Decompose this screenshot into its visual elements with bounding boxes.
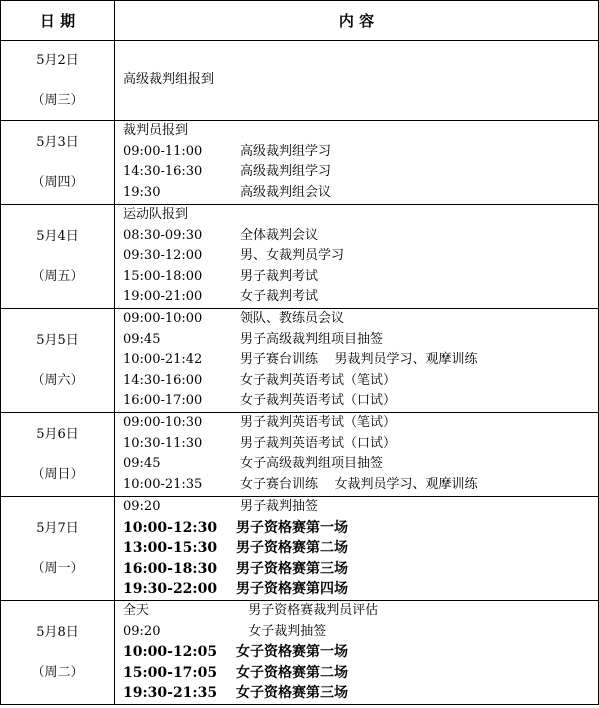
event-time: 09:20 <box>123 499 161 514</box>
schedule-line <box>123 663 598 684</box>
event-time: 09:00-10:30 <box>123 415 203 430</box>
event-time: 裁判员报到 <box>123 123 189 138</box>
day-weekday: （周五） <box>31 268 84 284</box>
event-text: 男子高级裁判组项目抽签 <box>240 331 384 347</box>
day-row <box>1 309 599 413</box>
event-time: 16:00-17:00 <box>123 393 203 409</box>
schedule-line <box>123 601 598 622</box>
schedule-line <box>123 475 598 496</box>
schedule-line <box>123 287 598 308</box>
date-spacer <box>1 351 114 371</box>
schedule-line <box>123 391 598 412</box>
event-text: 领队、教练员会议 <box>240 311 345 326</box>
event-time: 运动队报到 <box>123 207 189 222</box>
event-time: 13:00-15:30 <box>123 540 218 557</box>
event-text: 男子裁判抽签 <box>240 499 319 514</box>
schedule-line <box>123 350 598 371</box>
event-time: 08:30-09:30 <box>123 227 203 243</box>
schedule-line <box>123 162 598 183</box>
event-text: 高级裁判组会议 <box>240 184 332 200</box>
day-date: 5月4日 <box>36 228 79 244</box>
event-time: 19:30-22:00 <box>123 581 218 598</box>
event-time: 19:30 <box>123 184 161 200</box>
day-weekday: （周六） <box>31 372 84 388</box>
day-date: 5月2日 <box>36 52 79 68</box>
day-weekday: （周四） <box>31 174 84 190</box>
day-content-cell <box>115 41 599 121</box>
schedule-line <box>123 434 598 455</box>
day-row <box>1 205 599 309</box>
event-time: 09:20 <box>123 623 161 639</box>
schedule-line <box>123 142 598 163</box>
event-time: 10:30-11:30 <box>123 435 203 451</box>
day-date: 5月6日 <box>36 426 79 442</box>
date-spacer <box>1 247 114 267</box>
event-text: 女子资格赛第三场 <box>236 685 348 702</box>
event-text: 男、女裁判员学习 <box>240 248 345 264</box>
schedule-line <box>123 183 598 204</box>
schedule-line <box>123 497 598 518</box>
day-date-cell <box>1 121 115 205</box>
event-text: 女子高级裁判组项目抽签 <box>240 456 384 472</box>
event-text: 男子赛台训练 男裁判员学习、观摩训练 <box>240 352 478 368</box>
day-weekday: （周一） <box>31 560 84 576</box>
content-column-header: 内 容 <box>115 1 599 41</box>
schedule-line <box>123 246 598 267</box>
event-text: 高级裁判组学习 <box>240 143 332 159</box>
day-weekday: （周三） <box>31 92 84 108</box>
schedule-line <box>123 205 598 226</box>
event-text: 女子资格赛第二场 <box>236 664 348 681</box>
event-text: 高级裁判组学习 <box>240 164 332 180</box>
day-date-cell <box>1 41 115 121</box>
day-row <box>1 121 599 205</box>
event-text: 男子资格赛第四场 <box>236 581 348 598</box>
day-row <box>1 601 599 705</box>
day-row <box>1 413 599 497</box>
event-text: 女子裁判英语考试（口试） <box>240 393 397 409</box>
event-time: 10:00-12:30 <box>123 519 218 536</box>
event-time: 全天 <box>123 603 150 618</box>
schedule-line <box>123 413 598 434</box>
schedule-line <box>123 622 598 643</box>
schedule-line <box>123 642 598 663</box>
event-text: 男子裁判英语考试（笔试） <box>240 415 397 430</box>
event-time: 14:30-16:30 <box>123 164 203 180</box>
schedule-line <box>123 121 598 142</box>
event-time: 15:00-17:05 <box>123 664 218 681</box>
day-date: 5月8日 <box>36 624 79 640</box>
date-spacer <box>1 539 114 559</box>
event-time: 15:00-18:00 <box>123 268 203 284</box>
day-date: 5月5日 <box>36 332 79 348</box>
day-content-cell <box>115 205 599 309</box>
day-date: 5月7日 <box>36 520 79 536</box>
event-time: 10:00-21:42 <box>123 352 203 368</box>
schedule-line <box>123 330 598 351</box>
day-date-cell <box>1 413 115 497</box>
day-row <box>1 497 599 601</box>
day-content-cell <box>115 413 599 497</box>
event-text: 女子赛台训练 女裁判员学习、观摩训练 <box>240 476 478 492</box>
date-spacer <box>1 445 114 465</box>
date-column-header: 日 期 <box>1 1 115 41</box>
schedule-line <box>123 518 598 539</box>
event-text: 全体裁判会议 <box>240 227 319 243</box>
event-text: 男子裁判英语考试（口试） <box>240 435 397 451</box>
event-time: 14:30-16:00 <box>123 372 203 388</box>
event-text: 女子资格赛第一场 <box>236 644 348 661</box>
event-time: 09:30-12:00 <box>123 248 203 264</box>
event-time: 16:00-18:30 <box>123 560 218 577</box>
event-text: 男子资格赛裁判员评估 <box>240 603 379 618</box>
day-weekday: （周二） <box>31 664 84 680</box>
event-text: 男子裁判考试 <box>240 268 319 284</box>
date-spacer <box>1 153 114 173</box>
schedule-line <box>123 267 598 288</box>
schedule-line <box>123 226 598 247</box>
day-content-cell <box>115 309 599 413</box>
event-time: 10:00-12:05 <box>123 644 218 661</box>
day-date: 5月3日 <box>36 134 79 150</box>
day-date-cell <box>1 205 115 309</box>
event-text: 女子裁判英语考试（笔试） <box>240 372 397 388</box>
event-time: 19:00-21:00 <box>123 289 203 305</box>
day-weekday: （周日） <box>31 466 84 482</box>
schedule-body <box>1 1 599 705</box>
schedule-line <box>123 559 598 580</box>
day-row <box>1 41 599 121</box>
schedule-line <box>123 371 598 392</box>
day-date-cell <box>1 601 115 705</box>
day-date-cell <box>1 497 115 601</box>
date-spacer <box>1 643 114 663</box>
event-text: 男子资格赛第二场 <box>236 540 348 557</box>
event-text: 女子裁判抽签 <box>240 623 327 639</box>
event-time: 09:45 <box>123 331 161 347</box>
header-row <box>1 1 599 41</box>
event-text: 高级裁判组报到 <box>123 72 215 88</box>
schedule-line <box>123 538 598 559</box>
date-spacer <box>1 71 114 91</box>
event-time: 10:00-21:35 <box>123 476 203 492</box>
event-text: 女子裁判考试 <box>240 289 319 305</box>
day-content-cell <box>115 497 599 601</box>
day-content-cell <box>115 601 599 705</box>
event-time: 19:30-21:35 <box>123 685 218 702</box>
event-text: 男子资格赛第一场 <box>236 519 348 536</box>
schedule-line <box>123 309 598 330</box>
event-time: 09:00-11:00 <box>123 143 203 159</box>
event-text: 男子资格赛第三场 <box>236 560 348 577</box>
schedule-line <box>123 579 598 600</box>
event-time: 09:00-10:00 <box>123 311 203 326</box>
schedule-line <box>123 683 598 704</box>
schedule-line <box>123 70 598 91</box>
day-date-cell <box>1 309 115 413</box>
day-content-cell <box>115 121 599 205</box>
schedule-line <box>123 454 598 475</box>
event-time: 09:45 <box>123 456 161 472</box>
